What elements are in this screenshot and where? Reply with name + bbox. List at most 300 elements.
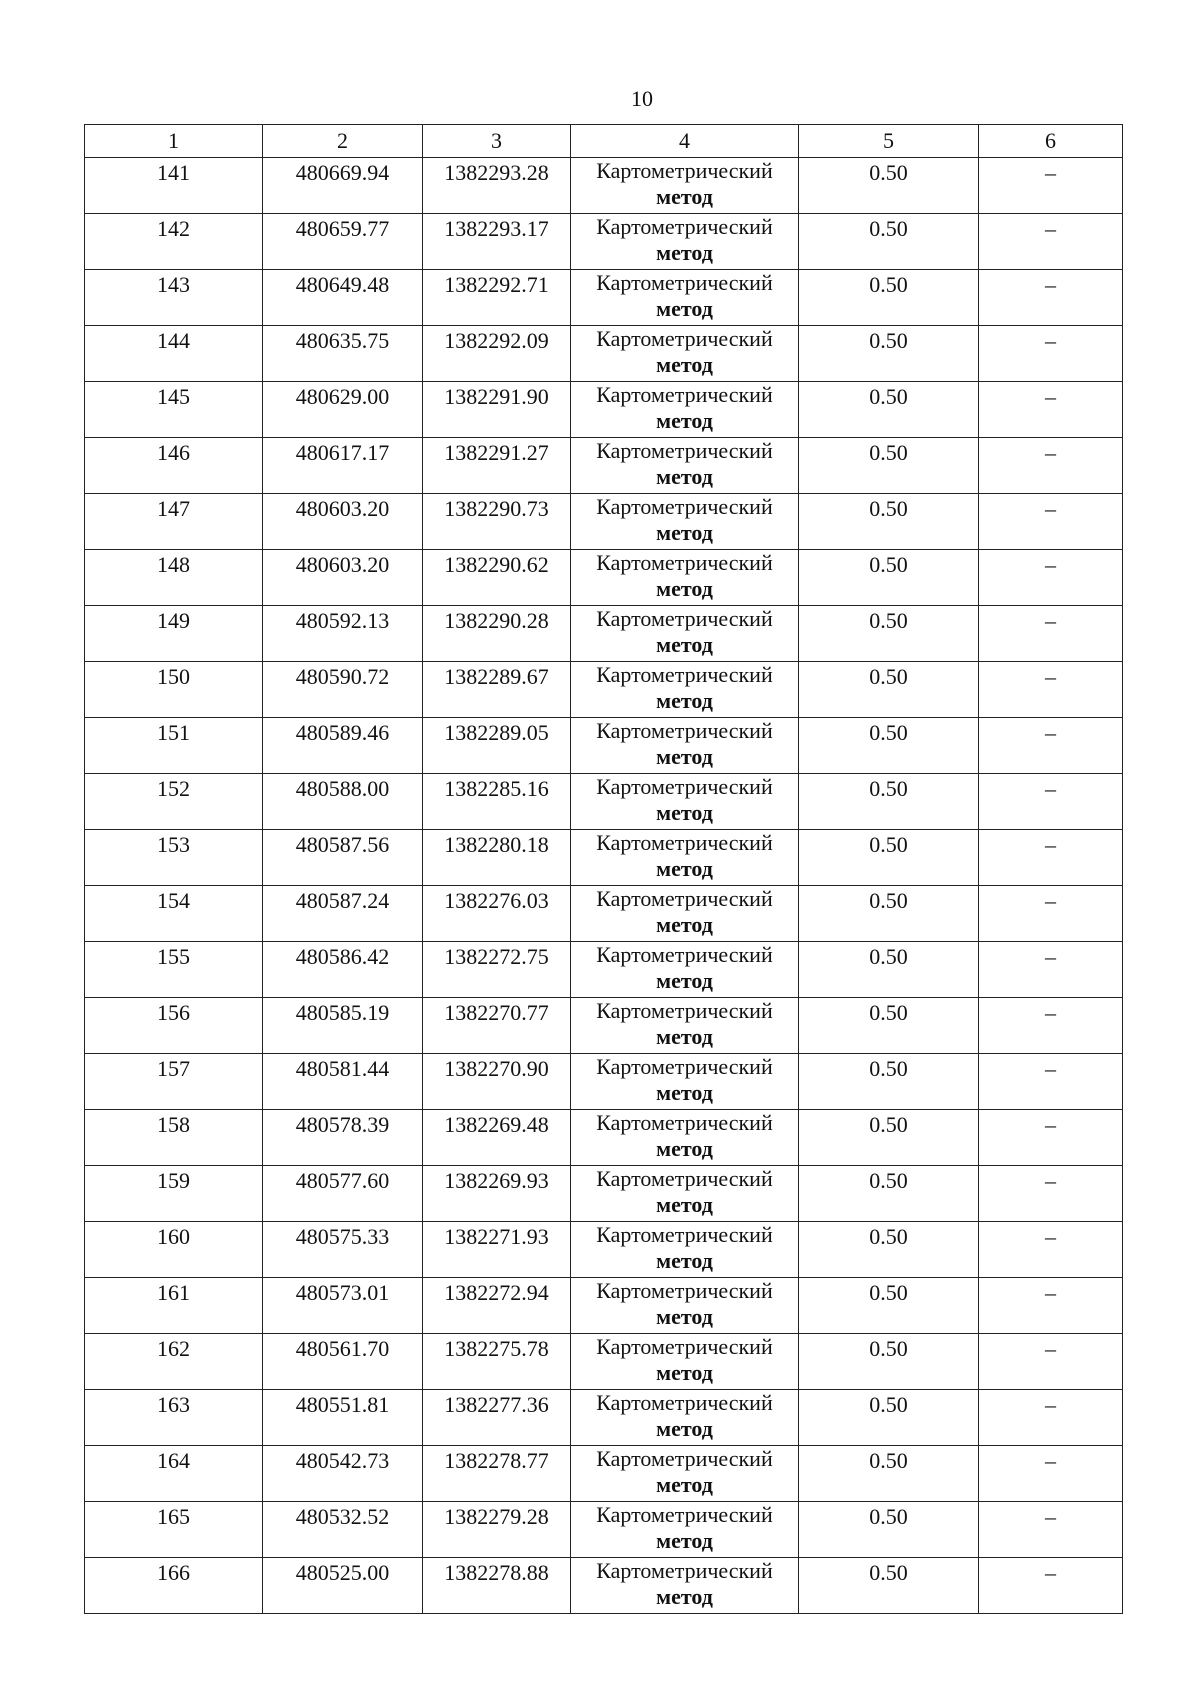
column-header-6: 6 bbox=[979, 125, 1123, 158]
accuracy-cell bbox=[799, 494, 979, 550]
method-cell bbox=[571, 1446, 799, 1502]
point-number-cell bbox=[85, 718, 263, 774]
coord-y-cell bbox=[423, 438, 571, 494]
accuracy-cell bbox=[799, 886, 979, 942]
method-cell bbox=[571, 1278, 799, 1334]
point-number-cell-text: 156 bbox=[157, 1000, 190, 1025]
accuracy-cell-text: 0.50 bbox=[869, 1112, 908, 1137]
coord-y-cell bbox=[423, 1502, 571, 1558]
accuracy-cell-text: 0.50 bbox=[869, 1056, 908, 1081]
accuracy-cell-text: 0.50 bbox=[869, 944, 908, 969]
point-number-cell-text: 146 bbox=[157, 440, 190, 465]
coord-y-cell-text: 1382272.75 bbox=[444, 944, 549, 969]
method-cell bbox=[571, 1390, 799, 1446]
coord-y-cell bbox=[423, 886, 571, 942]
coord-x-cell-text: 480573.01 bbox=[295, 1280, 390, 1305]
coord-x-cell bbox=[263, 1110, 423, 1166]
method-line2: метод bbox=[656, 1472, 713, 1497]
page-number: 10 bbox=[631, 86, 653, 111]
coord-x-cell-text: 480586.42 bbox=[295, 944, 390, 969]
note-cell-text: – bbox=[1045, 1448, 1056, 1473]
coord-y-cell bbox=[423, 1054, 571, 1110]
coord-x-cell bbox=[263, 774, 423, 830]
coord-y-cell bbox=[423, 1558, 571, 1614]
table-row bbox=[85, 830, 1123, 886]
table-body bbox=[85, 158, 1123, 1614]
coord-y-cell-text: 1382269.93 bbox=[444, 1168, 549, 1193]
accuracy-cell bbox=[799, 214, 979, 270]
method-cell bbox=[571, 270, 799, 326]
note-cell bbox=[979, 1502, 1123, 1558]
point-number-cell bbox=[85, 1166, 263, 1222]
point-number-cell-text: 151 bbox=[157, 720, 190, 745]
accuracy-cell bbox=[799, 550, 979, 606]
method-line2: метод bbox=[656, 520, 713, 545]
coord-x-cell-text: 480585.19 bbox=[295, 1000, 390, 1025]
note-cell-text: – bbox=[1045, 1392, 1056, 1417]
coord-x-cell bbox=[263, 662, 423, 718]
point-number-cell bbox=[85, 1054, 263, 1110]
coord-y-cell bbox=[423, 158, 571, 214]
point-number-cell bbox=[85, 438, 263, 494]
method-line2: метод bbox=[656, 240, 713, 265]
method-line1: Картометрический bbox=[596, 158, 773, 183]
note-cell-text: – bbox=[1045, 944, 1056, 969]
point-number-cell bbox=[85, 662, 263, 718]
coord-x-cell bbox=[263, 998, 423, 1054]
note-cell bbox=[979, 886, 1123, 942]
note-cell bbox=[979, 662, 1123, 718]
coord-x-cell bbox=[263, 830, 423, 886]
point-number-cell-text: 165 bbox=[157, 1504, 190, 1529]
note-cell bbox=[979, 718, 1123, 774]
method-line1: Картометрический bbox=[596, 326, 773, 351]
coord-x-cell bbox=[263, 718, 423, 774]
method-cell bbox=[571, 606, 799, 662]
table-row bbox=[85, 1446, 1123, 1502]
method-cell bbox=[571, 494, 799, 550]
note-cell bbox=[979, 158, 1123, 214]
method-line2: метод bbox=[656, 464, 713, 489]
note-cell bbox=[979, 1110, 1123, 1166]
point-number-cell-text: 154 bbox=[157, 888, 190, 913]
method-line2: метод bbox=[656, 184, 713, 209]
method-line1: Картометрический bbox=[596, 1390, 773, 1415]
coord-y-cell bbox=[423, 214, 571, 270]
point-number-cell bbox=[85, 1558, 263, 1614]
coord-x-cell-text: 480669.94 bbox=[295, 160, 390, 185]
coord-y-cell-text: 1382293.17 bbox=[444, 216, 549, 241]
point-number-cell-text: 147 bbox=[157, 496, 190, 521]
method-line1: Картометрический bbox=[596, 998, 773, 1023]
accuracy-cell bbox=[799, 438, 979, 494]
method-line1: Картометрический bbox=[596, 550, 773, 575]
method-cell bbox=[571, 1110, 799, 1166]
coord-x-cell-text: 480577.60 bbox=[295, 1168, 390, 1193]
point-number-cell bbox=[85, 326, 263, 382]
coord-x-cell-text: 480587.24 bbox=[295, 888, 390, 913]
method-line1: Картометрический bbox=[596, 1446, 773, 1471]
point-number-cell-text: 143 bbox=[157, 272, 190, 297]
point-number-cell bbox=[85, 774, 263, 830]
coord-x-cell-text: 480551.81 bbox=[295, 1392, 390, 1417]
note-cell bbox=[979, 1278, 1123, 1334]
coord-y-cell-text: 1382279.28 bbox=[444, 1504, 549, 1529]
accuracy-cell-text: 0.50 bbox=[869, 160, 908, 185]
accuracy-cell-text: 0.50 bbox=[869, 384, 908, 409]
point-number-cell-text: 145 bbox=[157, 384, 190, 409]
accuracy-cell bbox=[799, 1334, 979, 1390]
method-line1: Картометрический bbox=[596, 1502, 773, 1527]
note-cell bbox=[979, 1446, 1123, 1502]
table-row bbox=[85, 1110, 1123, 1166]
coord-y-cell bbox=[423, 774, 571, 830]
coord-x-cell-text: 480629.00 bbox=[295, 384, 390, 409]
point-number-cell bbox=[85, 1446, 263, 1502]
accuracy-cell-text: 0.50 bbox=[869, 1336, 908, 1361]
method-line1: Картометрический bbox=[596, 1054, 773, 1079]
note-cell-text: – bbox=[1045, 328, 1056, 353]
coord-y-cell bbox=[423, 550, 571, 606]
coord-y-cell-text: 1382276.03 bbox=[444, 888, 549, 913]
coord-y-cell-text: 1382270.77 bbox=[444, 1000, 549, 1025]
accuracy-cell-text: 0.50 bbox=[869, 1000, 908, 1025]
method-cell bbox=[571, 998, 799, 1054]
coord-x-cell-text: 480659.77 bbox=[295, 216, 390, 241]
table-row bbox=[85, 326, 1123, 382]
point-number-cell-text: 164 bbox=[157, 1448, 190, 1473]
method-cell bbox=[571, 214, 799, 270]
table-row bbox=[85, 1054, 1123, 1110]
table-row bbox=[85, 1390, 1123, 1446]
point-number-cell bbox=[85, 1110, 263, 1166]
point-number-cell bbox=[85, 214, 263, 270]
table-row bbox=[85, 382, 1123, 438]
coord-x-cell bbox=[263, 494, 423, 550]
header-row bbox=[85, 125, 1123, 158]
coord-x-cell bbox=[263, 606, 423, 662]
accuracy-cell bbox=[799, 1110, 979, 1166]
coord-x-cell-text: 480542.73 bbox=[295, 1448, 390, 1473]
accuracy-cell bbox=[799, 1446, 979, 1502]
method-cell bbox=[571, 1054, 799, 1110]
coord-y-cell-text: 1382277.36 bbox=[444, 1392, 549, 1417]
method-line1: Картометрический bbox=[596, 718, 773, 743]
note-cell-text: – bbox=[1045, 1056, 1056, 1081]
coord-x-cell-text: 480575.33 bbox=[295, 1224, 390, 1249]
method-cell bbox=[571, 718, 799, 774]
note-cell bbox=[979, 214, 1123, 270]
method-line2: метод bbox=[656, 800, 713, 825]
coord-x-cell-text: 480592.13 bbox=[295, 608, 390, 633]
coord-x-cell bbox=[263, 1446, 423, 1502]
accuracy-cell-text: 0.50 bbox=[869, 216, 908, 241]
note-cell bbox=[979, 606, 1123, 662]
note-cell-text: – bbox=[1045, 1168, 1056, 1193]
method-line1: Картометрический bbox=[596, 382, 773, 407]
accuracy-cell bbox=[799, 1558, 979, 1614]
note-cell bbox=[979, 382, 1123, 438]
table-row bbox=[85, 1166, 1123, 1222]
column-header-5: 5 bbox=[799, 125, 979, 158]
note-cell bbox=[979, 1222, 1123, 1278]
point-number-cell bbox=[85, 1390, 263, 1446]
method-line2: метод bbox=[656, 632, 713, 657]
coord-x-cell-text: 480581.44 bbox=[295, 1056, 390, 1081]
point-number-cell bbox=[85, 606, 263, 662]
coord-y-cell-text: 1382292.09 bbox=[444, 328, 549, 353]
coord-x-cell bbox=[263, 1222, 423, 1278]
coord-y-cell-text: 1382275.78 bbox=[444, 1336, 549, 1361]
point-number-cell bbox=[85, 1278, 263, 1334]
coord-y-cell-text: 1382293.28 bbox=[444, 160, 549, 185]
coord-x-cell bbox=[263, 1390, 423, 1446]
coord-y-cell-text: 1382291.27 bbox=[444, 440, 549, 465]
coord-x-cell-text: 480649.48 bbox=[295, 272, 390, 297]
coord-y-cell-text: 1382290.73 bbox=[444, 496, 549, 521]
accuracy-cell-text: 0.50 bbox=[869, 832, 908, 857]
accuracy-cell-text: 0.50 bbox=[869, 496, 908, 521]
accuracy-cell-text: 0.50 bbox=[869, 328, 908, 353]
note-cell-text: – bbox=[1045, 1560, 1056, 1585]
accuracy-cell bbox=[799, 326, 979, 382]
coord-x-cell-text: 480578.39 bbox=[295, 1112, 390, 1137]
accuracy-cell bbox=[799, 158, 979, 214]
coord-y-cell-text: 1382278.88 bbox=[444, 1560, 549, 1585]
table-row bbox=[85, 774, 1123, 830]
note-cell-text: – bbox=[1045, 496, 1056, 521]
point-number-cell-text: 152 bbox=[157, 776, 190, 801]
point-number-cell-text: 144 bbox=[157, 328, 190, 353]
coord-x-cell bbox=[263, 1166, 423, 1222]
method-line1: Картометрический bbox=[596, 886, 773, 911]
point-number-cell-text: 159 bbox=[157, 1168, 190, 1193]
coord-y-cell bbox=[423, 326, 571, 382]
method-line2: метод bbox=[656, 744, 713, 769]
note-cell-text: – bbox=[1045, 720, 1056, 745]
point-number-cell bbox=[85, 158, 263, 214]
table-row bbox=[85, 1502, 1123, 1558]
table-row bbox=[85, 550, 1123, 606]
coord-x-cell-text: 480589.46 bbox=[295, 720, 390, 745]
note-cell bbox=[979, 942, 1123, 998]
method-line1: Картометрический bbox=[596, 270, 773, 295]
method-line1: Картометрический bbox=[596, 1334, 773, 1359]
accuracy-cell-text: 0.50 bbox=[869, 1392, 908, 1417]
note-cell bbox=[979, 494, 1123, 550]
point-number-cell bbox=[85, 270, 263, 326]
note-cell-text: – bbox=[1045, 384, 1056, 409]
coord-x-cell bbox=[263, 1502, 423, 1558]
method-cell bbox=[571, 830, 799, 886]
table-row bbox=[85, 662, 1123, 718]
note-cell bbox=[979, 1166, 1123, 1222]
accuracy-cell bbox=[799, 1278, 979, 1334]
point-number-cell-text: 149 bbox=[157, 608, 190, 633]
point-number-cell-text: 166 bbox=[157, 1560, 190, 1585]
point-number-cell-text: 158 bbox=[157, 1112, 190, 1137]
point-number-cell-text: 163 bbox=[157, 1392, 190, 1417]
coord-y-cell bbox=[423, 1166, 571, 1222]
method-line2: метод bbox=[656, 296, 713, 321]
note-cell-text: – bbox=[1045, 552, 1056, 577]
method-line1: Картометрический bbox=[596, 214, 773, 239]
accuracy-cell-text: 0.50 bbox=[869, 1224, 908, 1249]
table-row bbox=[85, 886, 1123, 942]
method-line2: метод bbox=[656, 1136, 713, 1161]
accuracy-cell-text: 0.50 bbox=[869, 888, 908, 913]
method-line2: метод bbox=[656, 352, 713, 377]
method-line2: метод bbox=[656, 408, 713, 433]
note-cell bbox=[979, 438, 1123, 494]
note-cell-text: – bbox=[1045, 272, 1056, 297]
table-row bbox=[85, 606, 1123, 662]
coord-x-cell bbox=[263, 550, 423, 606]
coord-x-cell bbox=[263, 270, 423, 326]
point-number-cell-text: 162 bbox=[157, 1336, 190, 1361]
coord-x-cell bbox=[263, 1278, 423, 1334]
table-row bbox=[85, 270, 1123, 326]
method-line2: метод bbox=[656, 912, 713, 937]
method-cell bbox=[571, 158, 799, 214]
method-line2: метод bbox=[656, 1248, 713, 1273]
coord-x-cell bbox=[263, 438, 423, 494]
table-row bbox=[85, 158, 1123, 214]
note-cell-text: – bbox=[1045, 1504, 1056, 1529]
method-cell bbox=[571, 1502, 799, 1558]
coord-y-cell-text: 1382290.28 bbox=[444, 608, 549, 633]
method-line1: Картометрический bbox=[596, 1278, 773, 1303]
coord-x-cell-text: 480635.75 bbox=[295, 328, 390, 353]
accuracy-cell bbox=[799, 830, 979, 886]
note-cell bbox=[979, 774, 1123, 830]
coord-y-cell bbox=[423, 1390, 571, 1446]
coord-x-cell bbox=[263, 1054, 423, 1110]
table-row bbox=[85, 494, 1123, 550]
accuracy-cell-text: 0.50 bbox=[869, 440, 908, 465]
accuracy-cell bbox=[799, 382, 979, 438]
note-cell bbox=[979, 550, 1123, 606]
method-line2: метод bbox=[656, 1360, 713, 1385]
point-number-cell bbox=[85, 830, 263, 886]
coord-x-cell bbox=[263, 382, 423, 438]
coord-x-cell-text: 480588.00 bbox=[295, 776, 390, 801]
method-line1: Картометрический bbox=[596, 494, 773, 519]
note-cell-text: – bbox=[1045, 1000, 1056, 1025]
coord-y-cell-text: 1382289.67 bbox=[444, 664, 549, 689]
method-cell bbox=[571, 326, 799, 382]
accuracy-cell bbox=[799, 1390, 979, 1446]
coord-y-cell bbox=[423, 830, 571, 886]
coord-y-cell-text: 1382291.90 bbox=[444, 384, 549, 409]
point-number-cell bbox=[85, 942, 263, 998]
method-line2: метод bbox=[656, 1024, 713, 1049]
note-cell bbox=[979, 1558, 1123, 1614]
table-row bbox=[85, 214, 1123, 270]
accuracy-cell-text: 0.50 bbox=[869, 1504, 908, 1529]
method-cell bbox=[571, 438, 799, 494]
note-cell-text: – bbox=[1045, 888, 1056, 913]
method-line1: Картометрический bbox=[596, 1558, 773, 1583]
coord-y-cell bbox=[423, 606, 571, 662]
accuracy-cell bbox=[799, 1054, 979, 1110]
point-number-cell bbox=[85, 382, 263, 438]
point-number-cell-text: 160 bbox=[157, 1224, 190, 1249]
coord-x-cell-text: 480587.56 bbox=[295, 832, 390, 857]
method-cell bbox=[571, 774, 799, 830]
coord-x-cell-text: 480532.52 bbox=[295, 1504, 390, 1529]
accuracy-cell bbox=[799, 270, 979, 326]
accuracy-cell bbox=[799, 718, 979, 774]
method-line1: Картометрический bbox=[596, 830, 773, 855]
coord-y-cell bbox=[423, 1446, 571, 1502]
coord-x-cell bbox=[263, 158, 423, 214]
accuracy-cell bbox=[799, 1502, 979, 1558]
table-row bbox=[85, 1334, 1123, 1390]
point-number-cell-text: 157 bbox=[157, 1056, 190, 1081]
accuracy-cell bbox=[799, 998, 979, 1054]
coord-y-cell-text: 1382280.18 bbox=[444, 832, 549, 857]
table-header bbox=[85, 125, 1123, 158]
note-cell-text: – bbox=[1045, 1224, 1056, 1249]
note-cell-text: – bbox=[1045, 216, 1056, 241]
coord-x-cell-text: 480561.70 bbox=[295, 1336, 390, 1361]
coord-y-cell-text: 1382269.48 bbox=[444, 1112, 549, 1137]
coord-x-cell-text: 480603.20 bbox=[295, 552, 390, 577]
note-cell bbox=[979, 830, 1123, 886]
method-cell bbox=[571, 662, 799, 718]
accuracy-cell-text: 0.50 bbox=[869, 1280, 908, 1305]
accuracy-cell bbox=[799, 662, 979, 718]
method-line2: метод bbox=[656, 1192, 713, 1217]
accuracy-cell-text: 0.50 bbox=[869, 720, 908, 745]
accuracy-cell-text: 0.50 bbox=[869, 1448, 908, 1473]
note-cell bbox=[979, 1334, 1123, 1390]
note-cell bbox=[979, 1054, 1123, 1110]
accuracy-cell-text: 0.50 bbox=[869, 1168, 908, 1193]
method-line2: метод bbox=[656, 968, 713, 993]
method-line2: метод bbox=[656, 1416, 713, 1441]
table-row bbox=[85, 718, 1123, 774]
accuracy-cell bbox=[799, 1166, 979, 1222]
coord-y-cell-text: 1382278.77 bbox=[444, 1448, 549, 1473]
table-row bbox=[85, 998, 1123, 1054]
coord-x-cell-text: 480525.00 bbox=[295, 1560, 390, 1585]
coord-x-cell-text: 480617.17 bbox=[295, 440, 390, 465]
point-number-cell bbox=[85, 1502, 263, 1558]
accuracy-cell-text: 0.50 bbox=[869, 272, 908, 297]
method-line2: метод bbox=[656, 1080, 713, 1105]
accuracy-cell-text: 0.50 bbox=[869, 664, 908, 689]
coord-x-cell bbox=[263, 214, 423, 270]
accuracy-cell-text: 0.50 bbox=[869, 1560, 908, 1585]
coord-y-cell bbox=[423, 1222, 571, 1278]
point-number-cell-text: 153 bbox=[157, 832, 190, 857]
accuracy-cell-text: 0.50 bbox=[869, 608, 908, 633]
point-number-cell bbox=[85, 1222, 263, 1278]
accuracy-cell bbox=[799, 1222, 979, 1278]
method-line1: Картометрический bbox=[596, 1222, 773, 1247]
method-line2: метод bbox=[656, 576, 713, 601]
method-line2: метод bbox=[656, 688, 713, 713]
point-number-cell bbox=[85, 998, 263, 1054]
point-number-cell bbox=[85, 1334, 263, 1390]
point-number-cell-text: 155 bbox=[157, 944, 190, 969]
note-cell-text: – bbox=[1045, 608, 1056, 633]
note-cell bbox=[979, 270, 1123, 326]
method-line2: метод bbox=[656, 1584, 713, 1609]
table-row bbox=[85, 1278, 1123, 1334]
